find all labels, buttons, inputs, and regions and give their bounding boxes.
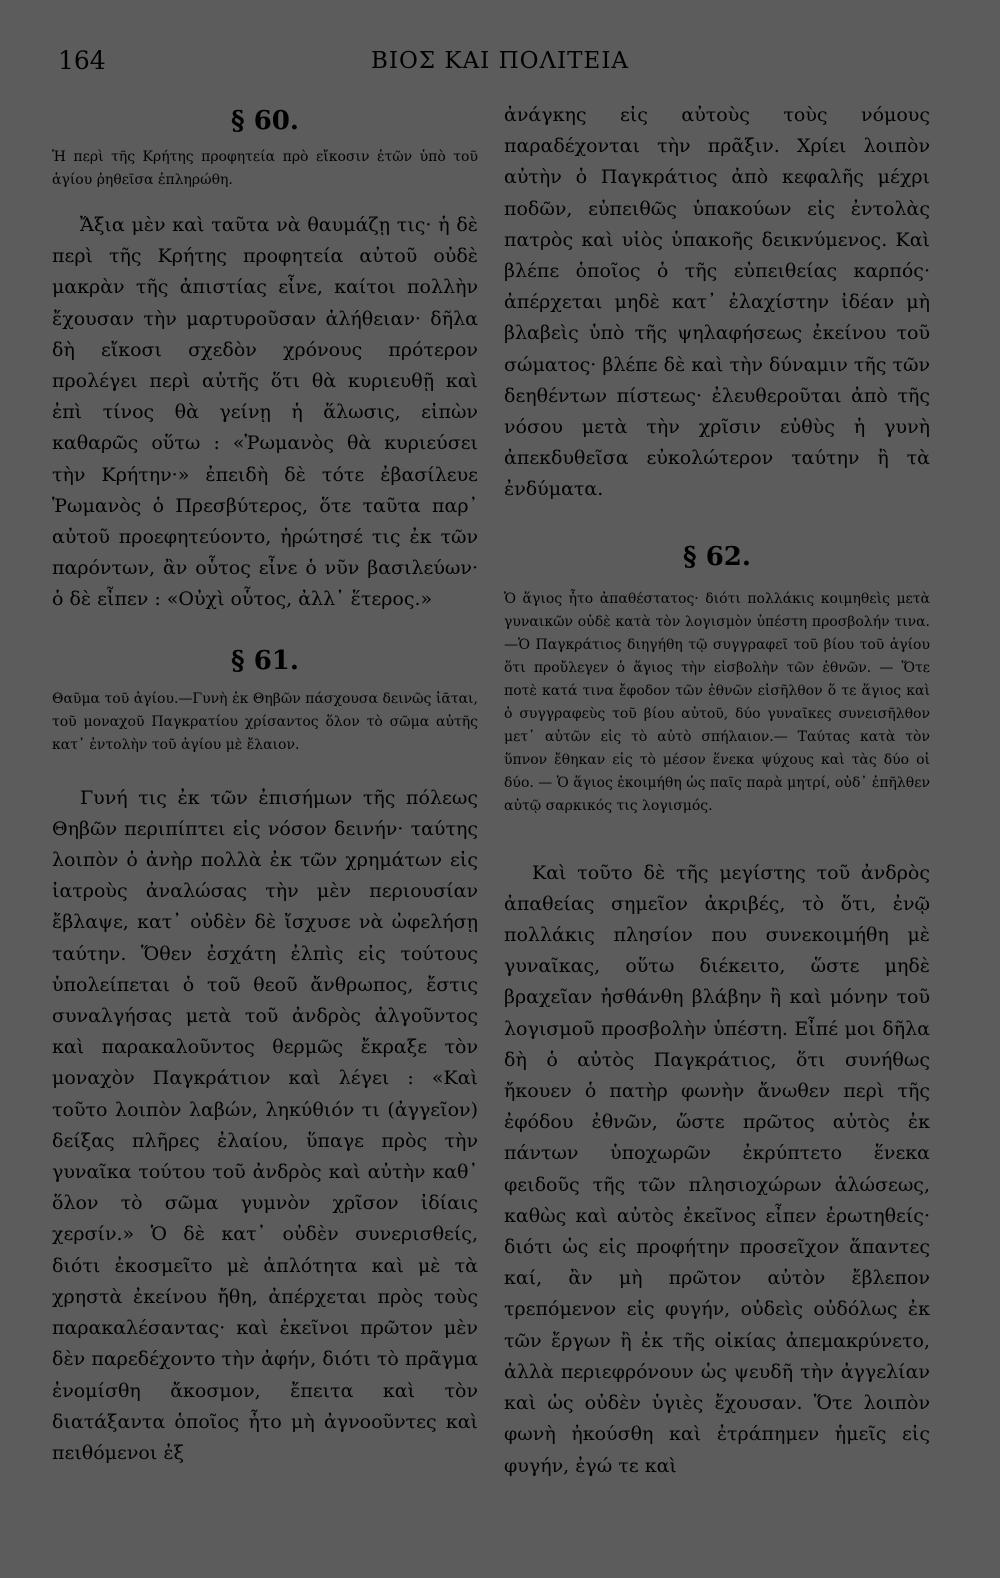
- section-62-text: Καὶ τοῦτο δὲ τῆς μεγίστης τοῦ ἀνδρὸς ἀπαθείας σημεῖον ἀκριβές, τὸ ὅτι, ἐνῷ πολλάκις πλησίον που συνεκοιμήθη μὲ γυναῖκας, οὕτω διέκειτο, ὥστε μηδὲ βραχεῖαν ἠσθάνθη βλάβην ἢ καὶ μόνην τοῦ λογισμοῦ προσβολὴν ὑπέστη. Εἶπέ μοι δῆλα δὴ ὁ αὐτὸς Παγκράτιος, ὅτι συνήθως ἤκουεν ὁ πατὴρ φωνὴν ἄνωθεν περὶ τῆς ἐφόδου ἐθνῶν, ὥστε πρῶτος αὐτὸς ἐκ πάντων ὑποχωρῶν ἐκρύπτετο ἕνεκα φειδοῦς τῆς τῶν πλησιοχώρων ἁλώσεως, καθὼς καὶ αὐτὸς ἐκεῖνος εἶπεν ἐρωτηθείς· διότι ὡς εἰς προφήτην προσεῖχον ἅπαντες καί, ἂν μὴ πρῶτον αὐτὸν ἔβλεπον τρεπόμενον εἰς φυγήν, οὐδεὶς οὐδόλως ἐκ τῶν ἔργων ἢ ἐκ τῆς οἰκίας ἀπεμακρύνετο, ἀλλὰ περιεφρόνουν ὡς ψευδῆ τὴν ἀγγελίαν καὶ ὡς οὐδὲν ὑγιὲς ἔχουσαν. Ὅτε λοιπὸν φωνὴ ἠκούσθη καὶ ἐτράπημεν ἡμεῖς εἰς φυγήν, ἐγώ τε καὶ: [504, 861, 930, 1477]
- section-61-text: Γυνή τις ἐκ τῶν ἐπισήμων τῆς πόλεως Θηβῶν περιπίπτει εἰς νόσον δεινήν· ταύτης λοιπὸν ὁ ἀνὴρ πολλὰ ἐκ τῶν χρημάτων εἰς ἰατροὺς ἀναλώσας τὴν μὲν περιουσίαν ἔβλαψε, κατ᾽ οὐδὲν δὲ ἴσχυσε νὰ ὠφελήσῃ ταύτην. Ὅθεν ἐσχάτη ἐλπὶς εἰς τούτους ὑπολείπεται ὁ τοῦ θεοῦ ἄνθρωπος, ἔστις συναλγήσας μετὰ τοῦ ἀνδρὸς ἀλγοῦντος καὶ παρακαλοῦντος θερμῶς ἔκραξε τὸν μοναχὸν Παγκράτιον καὶ λέγει : «Καὶ τοῦτο λοιπὸν λαβών, ληκύθιόν τι (ἀγγεῖον) δείξας πλῆρες ἐλαίου, ὕπαγε πρὸς τὴν γυναῖκα τούτου τοῦ ἀνδρὸς καὶ αὐτὴν καθ᾽ ὅλον τὸ σῶμα γυμνὸν χρῖσον ἰδίαις χερσίν.» Ὁ δὲ κατ᾽ οὐδὲν συνερισθείς, διότι ἐκοσμεῖτο μὲ ἁπλότητα καὶ μὲ τὰ χρηστὰ ἐκείνου ἤθη, ἀπέρχεται πρὸς τοὺς παρακαλέσαντας· καὶ ἐκεῖνοι πρῶτον μὲν δὲν παρεδέχοντο τὴν ἀφήν, διότι τὸ πρᾶγμα ἐνομίσθη ἄκοσμον, ἔπειτα καὶ τὸν διατάξαντα ὁποῖος ἦτο μὴ ἀγνοοῦντες καὶ πειθόμενοι ἐξ: [52, 786, 478, 1464]
- section-61-continuation: ἀνάγκης εἰς αὐτοὺς τοὺς νόμους παραδέχονται τὴν πρᾶξιν. Χρίει λοιπὸν αὐτὴν ὁ Παγκράτιος ἀπὸ κεφαλῆς μέχρι ποδῶν, εὐπειθῶς ὑπακούων εἰς ἐντολὰς πατρὸς καὶ υἱὸς ὑπακοῆς δεικνύμενος. Καὶ βλέπε ὁποῖος ὁ τῆς εὐπειθείας καρπός· ἀπέρχεται μηδὲ κατ᾽ ἐλαχίστην ἰδέαν μὴ βλαβεὶς ὑπὸ τῆς ψηλαφήσεως ἐκείνου τοῦ σώματος· βλέπε δὲ καὶ τὴν δύναμιν τῆς τῶν δεηθέντων πίστεως· ἐλευθεροῦται ἀπὸ τῆς νόσου μετὰ τὴν χρῖσιν εὐθὺς ἡ γυνὴ ἀπεκδυθεῖσα εὐκολώτερον ταύτην ἢ τὰ ἐνδύματα.: [504, 104, 930, 501]
- running-title: ΒΙΟΣ ΚΑΙ ΠΟΛΙΤΕΙΑ: [370, 48, 630, 74]
- right-column: [504, 100, 930, 1482]
- page-number: 164: [58, 46, 106, 75]
- section-60-heading: § 60.: [231, 106, 299, 136]
- running-header: [52, 46, 948, 82]
- section-62-summary: Ὁ ἅγιος ἦτο ἀπαθέστατος· διότι πολλάκις κοιμηθεὶς μετὰ γυναικῶν οὐδὲ κατὰ τὸν λογισμὸν ὑπέστη προσβολήν τινα.—Ὁ Παγκράτιος διηγήθη τῷ συγγραφεῖ τοῦ βίου τοῦ ἁγίου ὅτι προὔλεγεν ὁ ἅγιος τὴν εἰσβολὴν τῶν ἐθνῶν. — Ὅτε ποτὲ κατά τινα ἔφοδον τῶν ἐθνῶν εἰσῆλθον ὅ τε ἅγιος καὶ ὁ συγγραφεὺς τοῦ βίου αὐτοῦ, δύο γυναῖκες συνεισῆλθον μετ᾽ αὐτῶν εἰς τὸ αὐτὸ σπήλαιον.— Ταύτας κατὰ τὸν ὕπνον ἔθηκαν εἰς τὸ μέσον ἕνεκα ψύχους καὶ τὰς δύο οἱ δύο. — Ὁ ἅγιος ἐκοιμήθη ὡς παῖς παρὰ μητρί, οὐδ᾽ ἐπῆλθεν αὐτῷ σαρκικός τις λογισμός.: [504, 590, 930, 814]
- section-61-summary: Θαῦμα τοῦ ἁγίου.—Γυνὴ ἐκ Θηβῶν πάσχουσα δεινῶς ἰᾶται, τοῦ μοναχοῦ Παγκρατίου χρίσαντος ὅλον τὸ σῶμα αὐτῆς κατ᾽ ἐντολὴν τοῦ ἁγίου μὲ ἔλαιον.: [52, 690, 478, 753]
- section-62-heading: § 62.: [683, 541, 751, 572]
- section-60-text: Ἄξια μὲν καὶ ταῦτα νὰ θαυμάζῃ τις· ἡ δὲ περὶ τῆς Κρήτης προφητεία αὐτοῦ οὐδὲ μακρὰν τῆς ἀπιστίας εἶνε, καίτοι πολλὴν ἔχουσαν τὴν μαρτυροῦσαν ἀλήθειαν· δῆλα δὴ εἴκοσι σχεδὸν χρόνους πρότερον προλέγει περὶ αὐτῆς ὅτι θὰ κυριευθῇ καὶ ἐπὶ τίνος θὰ γείνῃ ἡ ἅλωσις, εἰπὼν καθαρῶς οὕτω : «Ῥωμανὸς θὰ κυριεύσει τὴν Κρήτην·» ἐπειδὴ δὲ τότε ἐβασίλευε Ῥωμανὸς ὁ Πρεσβύτερος, ὅτε ταῦτα παρ᾽ αὐτοῦ προεφητεύοντο, ἠρώτησέ τις ἐκ τῶν παρόντων, ἂν οὗτος εἶνε ὁ νῦν βασιλεύων· ὁ δὲ εἶπεν : «Οὐχὶ οὗτος, ἀλλ᾽ ἕτερος.»: [52, 214, 478, 611]
- left-column: [52, 100, 478, 1469]
- section-61-heading: § 61.: [231, 645, 299, 676]
- section-60-summary: Ἡ περὶ τῆς Κρήτης προφητεία πρὸ εἴκοσιν ἐτῶν ὑπὸ τοῦ ἁγίου ῥηθεῖσα ἐπληρώθη.: [52, 149, 478, 188]
